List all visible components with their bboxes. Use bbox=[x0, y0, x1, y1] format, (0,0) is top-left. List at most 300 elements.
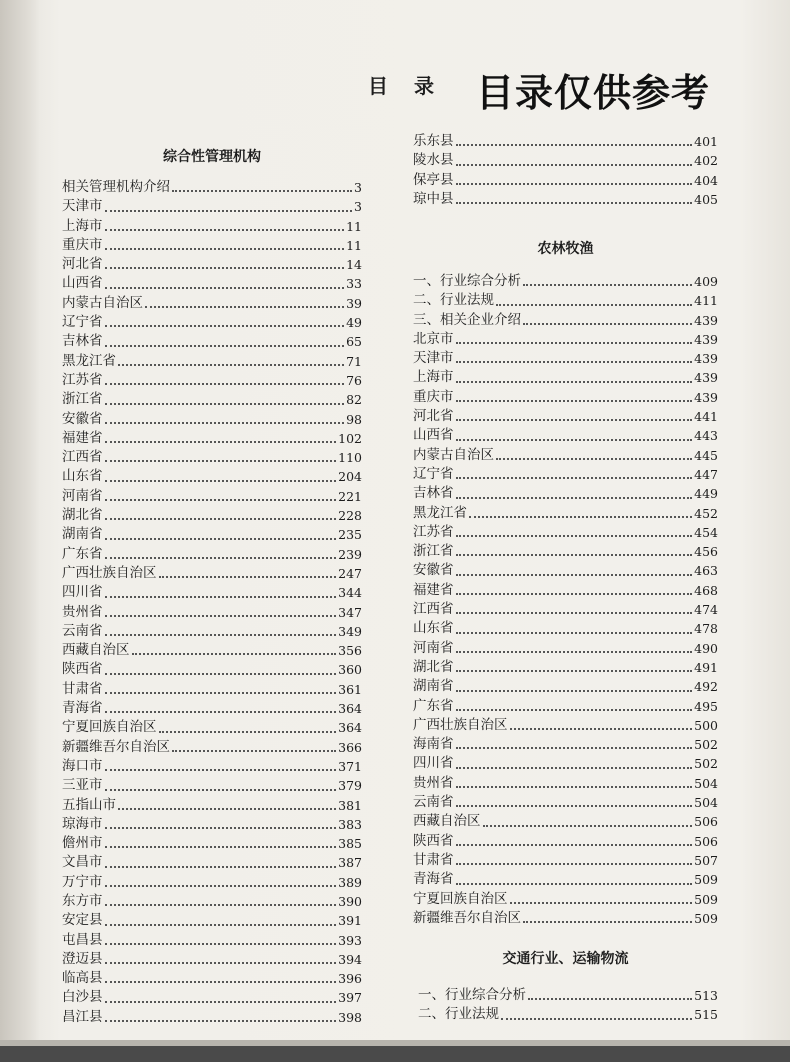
toc-entry[interactable] bbox=[62, 467, 362, 486]
leader-dots bbox=[496, 458, 692, 460]
toc-entry-page: 401 bbox=[694, 134, 718, 149]
toc-entry-page: 504 bbox=[694, 775, 718, 791]
toc-entry[interactable] bbox=[413, 677, 718, 696]
toc-entry-page: 398 bbox=[338, 1009, 362, 1025]
toc-entry-label: 江苏省 bbox=[62, 371, 103, 388]
toc-entry-label: 青海省 bbox=[62, 700, 103, 717]
toc-entry[interactable] bbox=[62, 641, 362, 660]
toc-entry-label: 宁夏回族自治区 bbox=[62, 719, 157, 736]
toc-entry-page: 447 bbox=[694, 466, 718, 482]
toc-entry[interactable] bbox=[62, 506, 362, 525]
toc-entry[interactable] bbox=[413, 581, 718, 600]
toc-entry-label: 内蒙古自治区 bbox=[413, 446, 494, 463]
toc-entry-page: 344 bbox=[338, 585, 362, 601]
toc-entry-label: 二、行业法规 bbox=[413, 292, 494, 309]
toc-entry[interactable] bbox=[418, 986, 718, 1005]
leader-dots bbox=[105, 518, 337, 520]
toc-entry-page: 235 bbox=[338, 527, 362, 543]
toc-entry-page: 387 bbox=[338, 855, 362, 871]
leader-dots bbox=[105, 596, 337, 598]
toc-entry[interactable] bbox=[413, 735, 718, 754]
toc-entry-page: 391 bbox=[338, 913, 362, 929]
toc-entry-page: 478 bbox=[694, 621, 718, 637]
leader-dots bbox=[105, 981, 337, 983]
toc-entry-page: 371 bbox=[338, 758, 362, 774]
toc-entry-page: 495 bbox=[694, 698, 718, 714]
toc-entry[interactable] bbox=[413, 561, 718, 580]
toc-entry-page: 221 bbox=[338, 488, 362, 504]
leader-dots bbox=[105, 711, 337, 713]
leader-dots bbox=[456, 863, 693, 865]
toc-entry[interactable] bbox=[62, 390, 362, 409]
toc-entry-page: 11 bbox=[346, 237, 362, 253]
toc-entry-page: 474 bbox=[694, 602, 718, 618]
toc-entry[interactable] bbox=[62, 603, 362, 622]
toc-entry-label: 安徽省 bbox=[413, 562, 454, 579]
toc-entry-page: 490 bbox=[694, 640, 718, 656]
section-title-management: 综合性管理机构 bbox=[163, 149, 261, 165]
toc-entry[interactable] bbox=[413, 368, 718, 387]
toc-entry-page: 394 bbox=[338, 951, 362, 967]
leader-dots bbox=[105, 460, 337, 462]
toc-entry[interactable] bbox=[62, 274, 362, 293]
toc-entry-page: 356 bbox=[338, 643, 362, 659]
toc-entry-page: 364 bbox=[338, 701, 362, 717]
leader-dots bbox=[105, 943, 337, 945]
toc-entry-label: 黑龙江省 bbox=[413, 504, 467, 521]
leader-dots bbox=[496, 304, 692, 306]
toc-entry-page: 204 bbox=[338, 469, 362, 485]
leader-dots bbox=[105, 229, 345, 231]
leader-dots bbox=[456, 670, 693, 672]
leader-dots bbox=[456, 593, 693, 595]
toc-entry-page: 71 bbox=[346, 353, 362, 369]
leader-dots bbox=[456, 361, 693, 363]
toc-entry-page: 468 bbox=[694, 582, 718, 598]
toc-entry-label: 乐东县 bbox=[413, 133, 454, 149]
leader-dots bbox=[105, 789, 337, 791]
toc-entry-label: 河南省 bbox=[413, 639, 454, 656]
leader-dots bbox=[456, 805, 693, 807]
toc-entry-label: 一、行业综合分析 bbox=[418, 987, 526, 1003]
toc-entry-label: 广西壮族自治区 bbox=[62, 564, 157, 581]
toc-entry[interactable] bbox=[413, 388, 718, 407]
toc-entry[interactable] bbox=[62, 255, 362, 274]
toc-entry-label: 辽宁省 bbox=[413, 465, 454, 482]
scan-bottom-border bbox=[0, 1046, 790, 1062]
leader-dots bbox=[105, 866, 337, 868]
toc-entry[interactable] bbox=[62, 622, 362, 641]
leader-dots bbox=[456, 497, 693, 499]
leader-dots bbox=[456, 632, 693, 634]
toc-entry[interactable] bbox=[62, 911, 362, 930]
toc-entry[interactable] bbox=[62, 1008, 362, 1027]
toc-entry-page: 402 bbox=[694, 153, 718, 169]
toc-entry-label: 天津市 bbox=[62, 198, 103, 215]
toc-entry[interactable] bbox=[413, 190, 718, 209]
toc-entry-page: 507 bbox=[694, 852, 718, 868]
toc-entry-page: 500 bbox=[694, 717, 718, 733]
leader-dots bbox=[105, 345, 345, 347]
toc-list-hainan-counties bbox=[413, 132, 718, 209]
leader-dots bbox=[105, 634, 337, 636]
title-char-2: 录 bbox=[414, 74, 434, 98]
toc-entry-label: 保亭县 bbox=[413, 171, 454, 188]
toc-entry[interactable] bbox=[62, 429, 362, 448]
toc-entry[interactable] bbox=[62, 178, 362, 197]
leader-dots bbox=[105, 557, 337, 559]
toc-entry-page: 506 bbox=[694, 814, 718, 830]
toc-entry-label: 贵州省 bbox=[413, 774, 454, 791]
toc-entry-page: 454 bbox=[694, 524, 718, 540]
toc-entry[interactable] bbox=[62, 969, 362, 988]
toc-entry-label: 河北省 bbox=[413, 408, 454, 425]
toc-entry-page: 82 bbox=[346, 392, 362, 408]
toc-entry[interactable] bbox=[413, 600, 718, 619]
toc-entry-label: 黑龙江省 bbox=[62, 352, 116, 369]
toc-entry-page: 409 bbox=[694, 274, 718, 289]
toc-entry-label: 湖南省 bbox=[62, 526, 103, 543]
leader-dots bbox=[483, 825, 693, 827]
leader-dots bbox=[523, 323, 692, 325]
toc-entry-label: 江西省 bbox=[413, 601, 454, 618]
toc-entry-page: 439 bbox=[694, 351, 718, 367]
toc-entry[interactable] bbox=[62, 796, 362, 815]
title-char-1: 目 bbox=[368, 74, 388, 98]
toc-entry-page: 389 bbox=[338, 874, 362, 890]
toc-entry-label: 四川省 bbox=[62, 584, 103, 601]
toc-entry-label: 陕西省 bbox=[413, 832, 454, 849]
page-title bbox=[368, 70, 460, 99]
toc-entry-page: 506 bbox=[694, 833, 718, 849]
toc-entry[interactable] bbox=[413, 523, 718, 542]
leader-dots bbox=[456, 342, 693, 344]
leader-dots bbox=[105, 403, 345, 405]
leader-dots bbox=[105, 287, 345, 289]
section-title-transport: 交通行业、运输物流 bbox=[502, 951, 629, 967]
toc-entry[interactable] bbox=[413, 909, 718, 928]
leader-dots bbox=[105, 904, 337, 906]
toc-entry-page: 39 bbox=[346, 295, 362, 311]
toc-entry[interactable] bbox=[62, 583, 362, 602]
leader-dots bbox=[105, 769, 337, 771]
toc-entry[interactable] bbox=[62, 757, 362, 776]
toc-entry[interactable] bbox=[62, 738, 362, 757]
toc-entry[interactable] bbox=[62, 332, 362, 351]
toc-entry-page: 247 bbox=[338, 565, 362, 581]
toc-entry[interactable] bbox=[62, 217, 362, 236]
leader-dots bbox=[105, 383, 345, 385]
toc-entry[interactable] bbox=[62, 660, 362, 679]
toc-entry[interactable] bbox=[413, 639, 718, 658]
toc-entry-label: 安徽省 bbox=[62, 410, 103, 427]
toc-entry[interactable] bbox=[62, 294, 362, 313]
toc-entry-label: 文昌市 bbox=[62, 854, 103, 871]
leader-dots bbox=[456, 574, 693, 576]
toc-entry-page: 502 bbox=[694, 737, 718, 753]
toc-entry-label: 湖北省 bbox=[62, 507, 103, 524]
toc-entry-page: 11 bbox=[346, 218, 362, 234]
leader-dots bbox=[456, 844, 693, 846]
toc-entry-label: 内蒙古自治区 bbox=[62, 294, 143, 311]
toc-entry[interactable] bbox=[62, 815, 362, 834]
leader-dots bbox=[105, 325, 345, 327]
toc-entry[interactable] bbox=[413, 697, 718, 716]
leader-dots bbox=[105, 499, 337, 501]
toc-entry[interactable] bbox=[62, 950, 362, 969]
toc-entry-label: 甘肃省 bbox=[62, 680, 103, 697]
toc-entry-page: 445 bbox=[694, 447, 718, 463]
leader-dots bbox=[105, 422, 345, 424]
leader-dots bbox=[501, 1018, 692, 1020]
toc-entry-label: 四川省 bbox=[413, 755, 454, 772]
toc-entry[interactable] bbox=[413, 171, 718, 190]
toc-entry-page: 405 bbox=[694, 191, 718, 207]
toc-entry-page: 390 bbox=[338, 893, 362, 909]
toc-entry[interactable] bbox=[413, 426, 718, 445]
toc-entry[interactable] bbox=[413, 291, 718, 310]
leader-dots bbox=[523, 921, 692, 923]
toc-entry[interactable] bbox=[413, 446, 718, 465]
toc-entry-page: 491 bbox=[694, 659, 718, 675]
leader-dots bbox=[456, 709, 693, 711]
toc-entry-label: 三、相关企业介绍 bbox=[413, 311, 521, 328]
toc-entry[interactable] bbox=[413, 870, 718, 889]
leader-dots bbox=[105, 692, 337, 694]
toc-entry[interactable] bbox=[62, 352, 362, 371]
toc-entry-label: 湖南省 bbox=[413, 678, 454, 695]
leader-dots bbox=[172, 750, 336, 752]
toc-entry-label: 一、行业综合分析 bbox=[413, 273, 521, 289]
leader-dots bbox=[118, 808, 336, 810]
toc-entry[interactable] bbox=[413, 542, 718, 561]
toc-entry-label: 贵州省 bbox=[62, 603, 103, 620]
toc-entry-label: 上海市 bbox=[413, 369, 454, 386]
leader-dots bbox=[105, 1020, 337, 1022]
leader-dots bbox=[105, 924, 337, 926]
toc-entry-label: 上海市 bbox=[62, 217, 103, 234]
toc-entry[interactable] bbox=[62, 487, 362, 506]
toc-entry[interactable] bbox=[62, 988, 362, 1007]
leader-dots bbox=[469, 516, 692, 518]
toc-entry-page: 439 bbox=[694, 331, 718, 347]
toc-entry[interactable] bbox=[413, 890, 718, 909]
toc-entry-label: 青海省 bbox=[413, 871, 454, 888]
toc-entry-page: 14 bbox=[346, 257, 362, 273]
leader-dots bbox=[456, 400, 693, 402]
leader-dots bbox=[159, 576, 337, 578]
leader-dots bbox=[105, 267, 345, 269]
toc-entry-page: 3 bbox=[354, 199, 362, 215]
leader-dots bbox=[456, 381, 693, 383]
toc-entry-page: 456 bbox=[694, 544, 718, 560]
toc-entry-page: 49 bbox=[346, 315, 362, 331]
toc-entry[interactable] bbox=[413, 272, 718, 291]
toc-entry[interactable] bbox=[413, 832, 718, 851]
toc-entry[interactable] bbox=[62, 448, 362, 467]
toc-entry-page: 349 bbox=[338, 623, 362, 639]
toc-entry-label: 琼中县 bbox=[413, 190, 454, 207]
toc-entry-label: 新疆维吾尔自治区 bbox=[413, 909, 521, 926]
leader-dots bbox=[105, 827, 337, 829]
leader-dots bbox=[510, 902, 693, 904]
toc-entry-page: 439 bbox=[694, 312, 718, 328]
leader-dots bbox=[456, 747, 693, 749]
toc-entry-page: 379 bbox=[338, 778, 362, 794]
toc-entry[interactable] bbox=[62, 776, 362, 795]
leader-dots bbox=[456, 144, 693, 146]
toc-entry-page: 393 bbox=[338, 932, 362, 948]
toc-entry-label: 西藏自治区 bbox=[413, 813, 481, 830]
toc-entry-label: 重庆市 bbox=[62, 236, 103, 253]
toc-entry-label: 陵水县 bbox=[413, 152, 454, 169]
toc-entry-label: 西藏自治区 bbox=[62, 642, 130, 659]
leader-dots bbox=[145, 306, 344, 308]
toc-entry-label: 吉林省 bbox=[62, 333, 103, 350]
toc-entry-label: 宁夏回族自治区 bbox=[413, 890, 508, 907]
toc-entry[interactable] bbox=[413, 311, 718, 330]
toc-entry[interactable] bbox=[413, 349, 718, 368]
toc-entry[interactable] bbox=[62, 680, 362, 699]
toc-entry-page: 239 bbox=[338, 546, 362, 562]
toc-entry[interactable] bbox=[413, 484, 718, 503]
toc-entry-page: 65 bbox=[346, 334, 362, 350]
toc-entry[interactable] bbox=[62, 699, 362, 718]
toc-entry-page: 102 bbox=[338, 430, 362, 446]
toc-entry-page: 509 bbox=[694, 872, 718, 888]
toc-entry[interactable] bbox=[62, 371, 362, 390]
leader-dots bbox=[456, 202, 693, 204]
toc-entry-page: 452 bbox=[694, 505, 718, 521]
toc-entry-label: 儋州市 bbox=[62, 835, 103, 852]
toc-entry[interactable] bbox=[62, 892, 362, 911]
toc-entry-label: 屯昌县 bbox=[62, 931, 103, 948]
toc-entry[interactable] bbox=[413, 407, 718, 426]
leader-dots bbox=[118, 364, 344, 366]
toc-entry-page: 513 bbox=[694, 988, 718, 1003]
toc-entry-label: 重庆市 bbox=[413, 388, 454, 405]
toc-entry-label: 三亚市 bbox=[62, 777, 103, 794]
toc-entry-label: 山东省 bbox=[413, 620, 454, 637]
leader-dots bbox=[105, 248, 345, 250]
toc-entry-label: 广西壮族自治区 bbox=[413, 716, 508, 733]
toc-entry[interactable] bbox=[413, 774, 718, 793]
toc-entry[interactable] bbox=[413, 504, 718, 523]
leader-dots bbox=[105, 1001, 337, 1003]
toc-entry-label: 澄迈县 bbox=[62, 950, 103, 967]
toc-entry[interactable] bbox=[62, 564, 362, 583]
toc-entry-label: 浙江省 bbox=[62, 391, 103, 408]
leader-dots bbox=[456, 439, 693, 441]
leader-dots bbox=[456, 883, 693, 885]
toc-entry-page: 443 bbox=[694, 428, 718, 444]
toc-entry-label: 广东省 bbox=[62, 545, 103, 562]
toc-entry-page: 463 bbox=[694, 563, 718, 579]
leader-dots bbox=[105, 885, 337, 887]
toc-entry[interactable] bbox=[62, 873, 362, 892]
toc-entry-label: 海南省 bbox=[413, 736, 454, 753]
section-title-agriculture: 农林牧渔 bbox=[537, 241, 594, 257]
toc-entry[interactable] bbox=[62, 236, 362, 255]
toc-entry-label: 天津市 bbox=[413, 350, 454, 367]
leader-dots bbox=[456, 183, 693, 185]
toc-entry-page: 504 bbox=[694, 795, 718, 811]
toc-entry[interactable] bbox=[62, 313, 362, 332]
toc-entry[interactable] bbox=[413, 851, 718, 870]
toc-entry[interactable] bbox=[62, 410, 362, 429]
toc-entry[interactable] bbox=[62, 834, 362, 853]
toc-entry[interactable] bbox=[418, 1005, 718, 1024]
toc-entry[interactable] bbox=[62, 718, 362, 737]
leader-dots bbox=[456, 786, 693, 788]
toc-entry-page: 411 bbox=[694, 293, 718, 309]
toc-entry[interactable] bbox=[413, 793, 718, 812]
toc-entry-label: 安定县 bbox=[62, 912, 103, 929]
toc-entry-page: 509 bbox=[694, 910, 718, 926]
toc-entry[interactable] bbox=[413, 151, 718, 170]
leader-dots bbox=[105, 615, 337, 617]
toc-entry-label: 相关管理机构介绍 bbox=[62, 179, 170, 195]
toc-entry-page: 76 bbox=[346, 372, 362, 388]
leader-dots bbox=[523, 284, 692, 286]
toc-entry-label: 云南省 bbox=[413, 794, 454, 811]
toc-entry[interactable] bbox=[62, 931, 362, 950]
toc-entry[interactable] bbox=[62, 545, 362, 564]
toc-entry-label: 海口市 bbox=[62, 757, 103, 774]
leader-dots bbox=[105, 441, 337, 443]
leader-dots bbox=[456, 164, 693, 166]
toc-entry-page: 381 bbox=[338, 797, 362, 813]
toc-entry-page: 347 bbox=[338, 604, 362, 620]
toc-list-management bbox=[62, 178, 362, 1027]
toc-entry-label: 福建省 bbox=[62, 429, 103, 446]
leader-dots bbox=[105, 210, 353, 212]
toc-entry[interactable] bbox=[413, 754, 718, 773]
toc-entry[interactable] bbox=[413, 619, 718, 638]
leader-dots bbox=[172, 190, 352, 192]
toc-entry-label: 河南省 bbox=[62, 487, 103, 504]
toc-entry[interactable] bbox=[62, 197, 362, 216]
toc-entry-label: 陕西省 bbox=[62, 661, 103, 678]
leader-dots bbox=[456, 767, 693, 769]
toc-entry-page: 383 bbox=[338, 816, 362, 832]
toc-entry-page: 360 bbox=[338, 662, 362, 678]
leader-dots bbox=[105, 673, 337, 675]
toc-entry-label: 山西省 bbox=[413, 427, 454, 444]
toc-entry-page: 397 bbox=[338, 990, 362, 1006]
toc-entry[interactable] bbox=[413, 716, 718, 735]
toc-entry-label: 五指山市 bbox=[62, 796, 116, 813]
toc-entry[interactable] bbox=[413, 330, 718, 349]
toc-entry[interactable] bbox=[413, 132, 718, 151]
leader-dots bbox=[456, 690, 693, 692]
leader-dots bbox=[510, 728, 693, 730]
toc-entry[interactable] bbox=[413, 658, 718, 677]
toc-entry-label: 云南省 bbox=[62, 622, 103, 639]
toc-entry[interactable] bbox=[413, 812, 718, 831]
toc-entry[interactable] bbox=[413, 465, 718, 484]
leader-dots bbox=[456, 651, 693, 653]
leader-dots bbox=[456, 554, 693, 556]
toc-entry-page: 439 bbox=[694, 389, 718, 405]
watermark-text: 目录仅供参考 bbox=[476, 71, 711, 115]
toc-entry-label: 吉林省 bbox=[413, 485, 454, 502]
toc-entry-page: 449 bbox=[694, 486, 718, 502]
toc-entry-label: 江西省 bbox=[62, 449, 103, 466]
toc-entry[interactable] bbox=[62, 525, 362, 544]
toc-entry[interactable] bbox=[62, 853, 362, 872]
toc-entry-page: 33 bbox=[346, 276, 362, 292]
